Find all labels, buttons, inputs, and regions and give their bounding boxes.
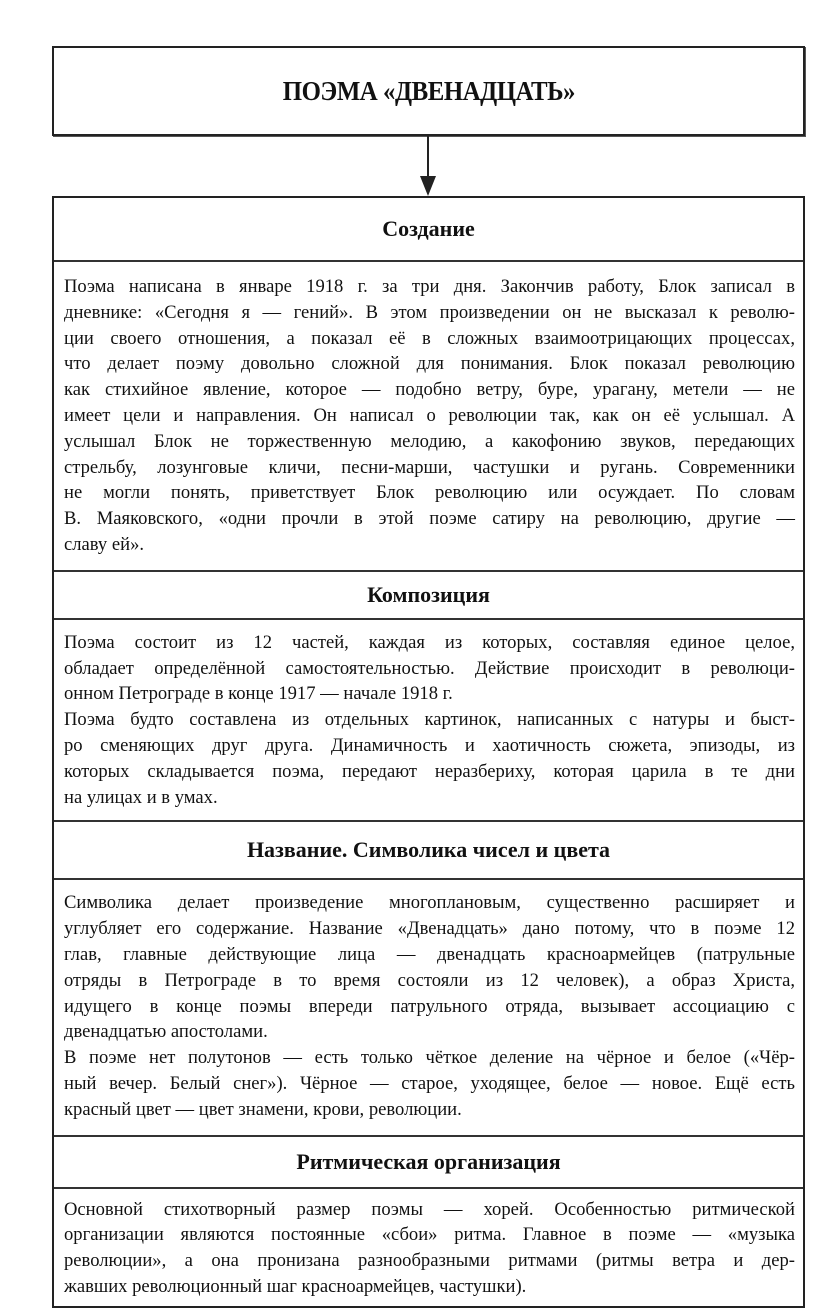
section-heading: Ритмическая организация	[54, 1137, 803, 1189]
paragraph	[64, 1197, 795, 1300]
text-line: дневнике: «Сегодня я — гений». В этом произведении он не высказал к револю-	[64, 301, 795, 323]
paragraph	[64, 1045, 795, 1122]
section-body	[54, 880, 803, 1136]
text-line: Поэма состоит из 12 частей, каждая из которых, составляя единое целое,	[64, 631, 795, 653]
text-line: как стихийное явление, которое — подобно ветру, буре, урагану, метели — не	[64, 379, 795, 401]
paragraph	[64, 630, 795, 707]
title-box	[52, 46, 805, 136]
text-line: ро сменяющих друг друга. Динамичность и хаотичность сюжета, эпизоды, из	[64, 734, 795, 756]
text-line: имеет цели и направления. Он написал о революции так, как он её услышал. А	[64, 404, 795, 426]
paragraph	[64, 707, 795, 810]
text-line: что делает поэму довольно сложной для понимания. Блок показал революцию	[64, 353, 795, 375]
arrow-down-icon	[420, 176, 436, 196]
text-line: не могли понять, приветствует Блок революцию или осуждает. По словам	[64, 482, 795, 504]
paragraph	[64, 890, 795, 1045]
text-line: которых складывается поэма, передают неразбериху, которая царила в те дни	[64, 760, 795, 782]
text-line: славу ей».	[64, 533, 145, 555]
text-line: идущего в конце поэмы впереди патрульного отряда, вызывает ассоциацию с	[64, 995, 795, 1017]
section-body	[54, 262, 803, 572]
section-heading: Композиция	[54, 572, 803, 620]
page-title: ПОЭМА «ДВЕНАДЦАТЬ»	[282, 75, 575, 106]
section-heading: Создание	[54, 198, 803, 262]
text-line: услышал Блок не торжественную мелодию, а какофонию звуков, передающих	[64, 430, 795, 452]
text-line: на улицах и в умах.	[64, 786, 218, 808]
text-line: Символика делает произведение многоплановым, существенно расширяет и	[64, 892, 795, 914]
text-line: обладает определённой самостоятельностью. Действие происходит в революци-	[64, 657, 795, 679]
arrow-line	[427, 134, 429, 180]
text-line: В. Маяковского, «одни прочли в этой поэме сатиру на революцию, другие —	[64, 508, 795, 530]
text-line: жавших революционный шаг красноармейцев, частушки).	[64, 1275, 527, 1297]
text-line: отряды в Петрограде в то время состояли из 12 человек), а образ Христа,	[64, 969, 795, 991]
text-line: красный цвет — цвет знамени, крови, революции.	[64, 1098, 462, 1120]
text-line: глав, главные действующие лица — двенадцать красноармейцев (патрульные	[64, 943, 795, 965]
text-line: ный вечер. Белый снег»). Чёрное — старое, уходящее, белое — новое. Ещё есть	[64, 1072, 795, 1094]
section-body	[54, 1189, 803, 1306]
section-heading: Название. Символика чисел и цвета	[54, 822, 803, 880]
text-line: стрельбу, лозунговые кличи, песни-марши, частушки и ругань. Современники	[64, 456, 795, 478]
section-body	[54, 620, 803, 823]
text-line: Поэма будто составлена из отдельных картинок, написанных с натуры и быст-	[64, 709, 795, 731]
text-line: Основной стихотворный размер поэмы — хорей. Особенностью ритмической	[64, 1198, 795, 1220]
text-line: В поэме нет полутонов — есть только чёткое деление на чёрное и белое («Чёр-	[64, 1047, 795, 1069]
text-line: Поэма написана в январе 1918 г. за три дня. Закончив работу, Блок записал в	[64, 276, 795, 297]
text-line: организации являются постоянные «сбои» ритма. Главное в поэме — «музыка	[64, 1224, 795, 1246]
paragraph	[64, 274, 795, 558]
text-line: революции», а она пронизана разнообразными ритмами (ритмы ветра и дер-	[64, 1250, 795, 1272]
text-line: двенадцатью апостолами.	[64, 1021, 268, 1043]
text-line: онном Петрограде в конце 1917 — начале 1918 г.	[64, 683, 453, 705]
sections-table	[52, 196, 805, 1308]
text-line: углубляет его содержание. Название «Двенадцать» дано потому, что в поэме 12	[64, 918, 795, 940]
text-line: ции своего отношения, а показал её в сложных взаимоотрицающих процессах,	[64, 327, 795, 349]
